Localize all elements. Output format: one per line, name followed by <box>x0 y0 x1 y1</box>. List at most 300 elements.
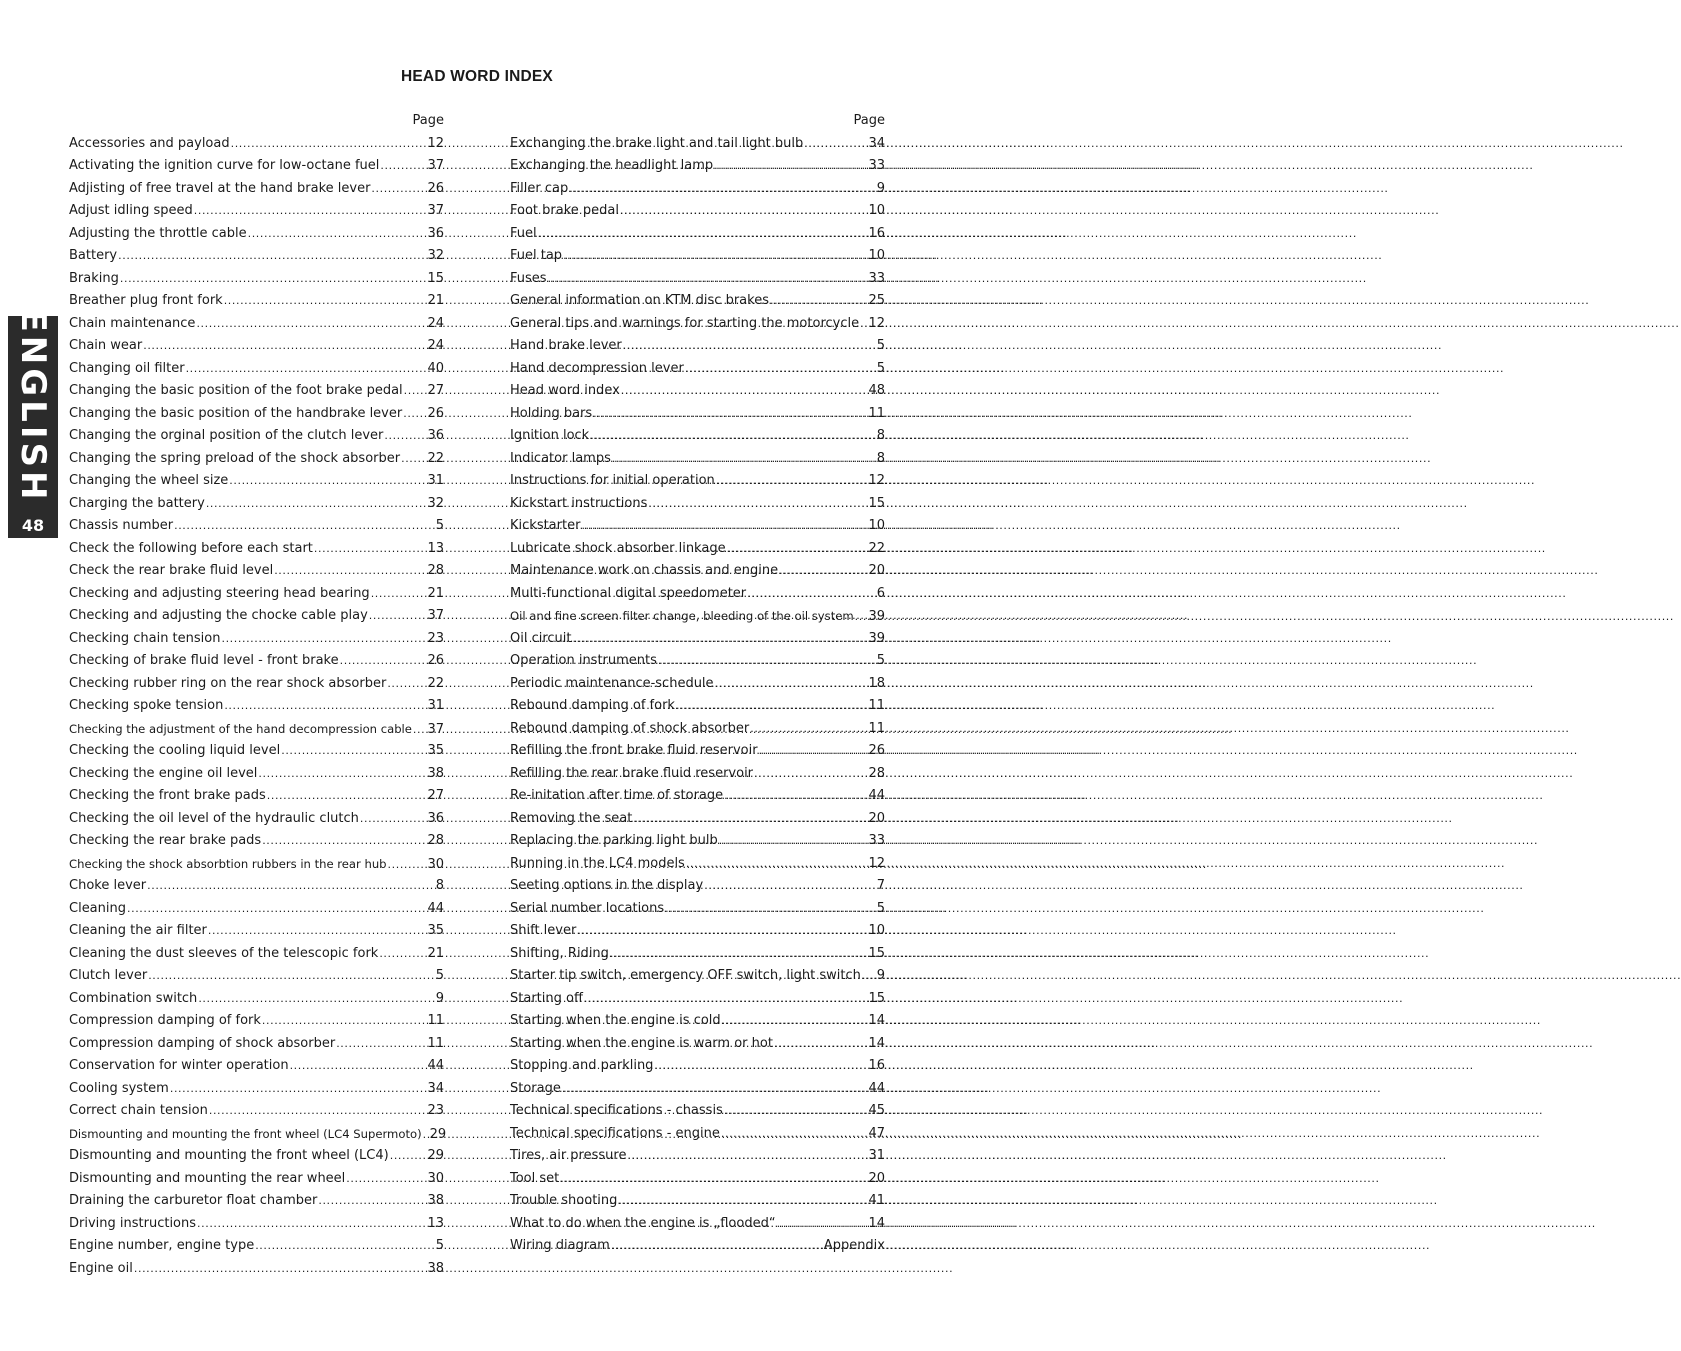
index-entry-label: Changing the spring preload of the shock absorber <box>69 450 401 466</box>
index-entry <box>69 223 444 246</box>
index-entry-label: Kickstart instructions <box>510 495 648 511</box>
index-entry-label: Changing the basic position of the handbrake lever <box>69 405 403 421</box>
index-entry-page: 40 <box>427 360 444 376</box>
language-side-tab <box>8 308 58 538</box>
index-list-right <box>510 133 885 1258</box>
dot-leader <box>360 808 427 831</box>
index-entry-label: Oil circuit <box>510 630 572 646</box>
index-entry-page: 26 <box>427 180 444 196</box>
index-entry <box>510 785 885 808</box>
index-entry-label: Adjusting the throttle cable <box>69 225 247 241</box>
dot-leader <box>120 268 427 291</box>
index-entry-page: 15 <box>427 270 444 286</box>
index-entry-label: Choke lever <box>69 878 147 893</box>
dot-leader <box>770 290 867 313</box>
index-entry <box>69 965 444 988</box>
index-entry-page: 36 <box>427 428 444 443</box>
dot-leader <box>423 1124 429 1147</box>
dot-leader <box>610 943 868 966</box>
index-column-right <box>510 110 885 1258</box>
index-entry-page: 34 <box>427 1080 444 1096</box>
index-entry-label: Exchanging the headlight lamp <box>510 158 714 173</box>
dot-leader <box>750 718 867 741</box>
index-entry-page: 12 <box>868 473 885 488</box>
index-entry-label: Multi-functional digital speedometer <box>510 585 747 601</box>
index-entry-page: 11 <box>868 720 885 736</box>
index-entry-label: Running in the LC4 models <box>510 855 685 871</box>
index-entry-page: 33 <box>868 833 885 848</box>
index-entry-page: 25 <box>868 293 885 308</box>
index-entry-page: 9 <box>435 990 444 1006</box>
index-entry <box>510 403 885 426</box>
index-entry <box>69 268 444 291</box>
index-entry-label: Checking the front brake pads <box>69 788 266 803</box>
dot-leader <box>759 740 868 763</box>
index-entry-page: 39 <box>868 630 885 646</box>
index-entry-label: Head word index <box>510 383 620 398</box>
index-entry-label: Checking the cooling liquid level <box>69 743 281 758</box>
dot-leader <box>724 1100 868 1123</box>
dot-leader <box>314 538 427 561</box>
index-entry <box>69 1055 444 1078</box>
index-entry-page: 13 <box>427 1215 444 1231</box>
index-entry <box>510 740 885 763</box>
language-label: ENGLISH <box>13 308 53 504</box>
index-entry-page: 23 <box>427 630 444 646</box>
index-entry-label: Chain wear <box>69 338 143 353</box>
index-entry-page: 10 <box>868 518 885 533</box>
index-entry-label: Replacing the parking light bulb <box>510 833 718 848</box>
index-entry-label: Accessories and payload <box>69 135 230 151</box>
dot-leader <box>855 606 868 629</box>
index-entry-page: 31 <box>427 473 444 488</box>
index-entry <box>69 1100 444 1123</box>
index-entry <box>69 898 444 921</box>
index-entry-page: 11 <box>427 1035 444 1051</box>
index-entry <box>510 1010 885 1033</box>
dot-leader <box>573 628 868 651</box>
index-entry <box>69 808 444 831</box>
index-entry-page: 14 <box>868 1215 885 1231</box>
dot-leader <box>654 1055 867 1078</box>
dot-leader <box>404 380 427 403</box>
index-entry-page: 5 <box>876 338 885 353</box>
dot-leader <box>194 200 427 223</box>
index-entry-page: 33 <box>868 158 885 173</box>
index-entry-label: General tips and warnings for starting the motorcycle <box>510 315 860 331</box>
index-entry-label: Exchanging the brake light and tail light bulb <box>510 135 804 151</box>
index-entry-label: Adjisting of free travel at the hand brake lever <box>69 180 371 196</box>
index-entry-label: Starter tip switch, emergency OFF switch, light switch <box>510 968 861 983</box>
index-entry <box>69 380 444 403</box>
index-entry-label: Wiring diagram <box>510 1238 610 1253</box>
index-entry <box>510 1213 885 1236</box>
index-entry-label: Seeting options in the display <box>510 878 704 893</box>
index-entry-page: 32 <box>427 495 444 511</box>
dot-leader <box>727 538 868 561</box>
index-entry-page: 35 <box>427 743 444 758</box>
index-entry <box>69 313 444 336</box>
index-entry-label: Engine number, engine type <box>69 1238 255 1253</box>
index-entry-label: Starting off <box>510 990 583 1006</box>
index-entry-label: Conservation for winter operation <box>69 1058 289 1073</box>
index-entry-label: Fuel <box>510 225 537 241</box>
dot-leader <box>340 650 427 673</box>
index-entry <box>510 920 885 943</box>
dot-leader <box>258 763 426 786</box>
index-entry-page: 7 <box>876 878 885 893</box>
page-title: HEAD WORD INDEX <box>401 68 553 85</box>
dot-leader <box>388 854 427 877</box>
index-entry <box>510 313 885 336</box>
index-entry-page: 28 <box>427 563 444 578</box>
dot-leader <box>143 335 426 358</box>
index-entry-label: Changing the wheel size <box>69 473 229 488</box>
index-entry-page: 23 <box>427 1103 444 1118</box>
dot-leader <box>267 785 427 808</box>
index-entry <box>69 403 444 426</box>
index-entry-page: 8 <box>435 878 444 893</box>
index-entry-label: Braking <box>69 270 119 286</box>
index-entry <box>510 1145 885 1168</box>
index-entry-page: 38 <box>427 1193 444 1208</box>
dot-leader <box>862 965 876 988</box>
dot-leader <box>621 380 868 403</box>
dot-leader <box>722 1010 868 1033</box>
index-entry-label: Activating the ignition curve for low-octane fuel <box>69 158 380 173</box>
index-entry-page: 44 <box>868 1080 885 1096</box>
dot-leader <box>774 1033 868 1056</box>
index-entry-label: Instructions for initial operation <box>510 473 715 488</box>
index-entry-label: What to do when the engine is „flooded“ <box>510 1215 776 1231</box>
index-entry-page: 10 <box>868 923 885 938</box>
index-entry-label: Check the rear brake fluid level <box>69 563 274 578</box>
index-entry-label: Starting when the engine is warm or hot <box>510 1035 773 1051</box>
index-entry-label: Driving instructions <box>69 1215 197 1231</box>
index-entry-label: Cleaning the air filter <box>69 923 207 938</box>
index-entry-label: Checking rubber ring on the rear shock absorber <box>69 675 387 691</box>
dot-leader <box>548 268 868 291</box>
index-entry-page: 11 <box>868 405 885 421</box>
index-entry-page: 10 <box>868 248 885 263</box>
index-entry <box>69 1010 444 1033</box>
index-entry-page: 38 <box>427 1260 444 1276</box>
index-entry-page: 20 <box>868 563 885 578</box>
dot-leader <box>290 1055 427 1078</box>
index-entry-label: Breather plug front fork <box>69 293 223 308</box>
index-entry-page: 37 <box>427 608 444 623</box>
dot-leader <box>134 1258 427 1281</box>
index-entry-page: 44 <box>427 1058 444 1073</box>
index-entry-page: 5 <box>876 900 885 916</box>
index-entry <box>510 763 885 786</box>
index-entry <box>69 763 444 786</box>
index-entry-page: 24 <box>427 315 444 331</box>
index-entry-page: 15 <box>868 495 885 511</box>
index-entry-label: Changing the orginal position of the clutch lever <box>69 428 384 443</box>
dot-leader <box>633 808 867 831</box>
dot-leader <box>714 155 867 178</box>
index-column-left <box>69 110 447 1280</box>
index-entry-page: 27 <box>427 788 444 803</box>
dot-leader <box>754 763 867 786</box>
index-entry-page: 37 <box>427 721 444 737</box>
index-entry <box>69 1190 444 1213</box>
dot-leader <box>231 133 427 156</box>
index-entry <box>510 178 885 201</box>
index-entry <box>510 830 885 853</box>
index-entry <box>510 673 885 696</box>
dot-leader <box>209 1100 427 1123</box>
index-entry <box>69 493 444 516</box>
dot-leader <box>371 178 426 201</box>
dot-leader <box>724 785 867 808</box>
index-entry <box>510 290 885 313</box>
index-entry <box>510 1190 885 1213</box>
index-entry-label: Chain maintenance <box>69 315 196 331</box>
index-entry <box>69 200 444 223</box>
dot-leader <box>380 155 426 178</box>
dot-leader <box>715 673 868 696</box>
index-entry-label: Shifting, Riding <box>510 945 609 961</box>
index-entry-page: 14 <box>868 1013 885 1028</box>
index-entry <box>69 335 444 358</box>
index-entry-label: Holding bars <box>510 405 593 421</box>
index-entry-label: Cleaning <box>69 900 126 916</box>
dot-leader <box>384 425 426 448</box>
index-entry-page: 41 <box>868 1193 885 1208</box>
index-entry <box>510 1033 885 1056</box>
index-entry-page: 35 <box>427 923 444 938</box>
index-entry-label: Hand brake lever <box>510 338 622 353</box>
index-entry-label: Checking the shock absorbtion rubbers in the rear hub <box>69 856 387 871</box>
index-entry <box>69 178 444 201</box>
index-entry-label: Checking and adjusting the chocke cable play <box>69 608 368 623</box>
index-entry <box>69 718 444 741</box>
index-entry <box>510 628 885 651</box>
index-entry <box>69 425 444 448</box>
index-entry-label: Trouble shooting <box>510 1193 618 1208</box>
index-entry-page: 21 <box>427 585 444 601</box>
dot-leader <box>618 1190 867 1213</box>
index-entry-page: 8 <box>876 428 885 443</box>
index-entry <box>510 223 885 246</box>
index-entry-page: 47 <box>868 1125 885 1141</box>
dot-leader <box>716 470 868 493</box>
index-entry <box>69 830 444 853</box>
index-entry <box>510 515 885 538</box>
dot-leader <box>804 133 867 156</box>
index-entry-label: Re-initation after time of storage <box>510 788 724 803</box>
index-entry <box>510 493 885 516</box>
index-entry-page: 33 <box>868 270 885 286</box>
index-entry-page: 29 <box>427 1148 444 1163</box>
index-entry-label: Periodic maintenance-schedule <box>510 675 714 691</box>
dot-leader <box>584 988 868 1011</box>
index-entry-label: Combination switch <box>69 990 198 1006</box>
index-entry-page: 26 <box>427 405 444 421</box>
index-entry-page: 38 <box>427 765 444 781</box>
index-entry <box>510 650 885 673</box>
index-entry-page: 37 <box>427 203 444 218</box>
index-entry-label: Chassis number <box>69 518 174 533</box>
dot-leader <box>611 1235 823 1258</box>
index-entry <box>69 1258 444 1281</box>
dot-leader <box>721 1123 868 1146</box>
index-entry <box>510 448 885 471</box>
index-entry <box>69 853 444 876</box>
index-entry <box>510 1078 885 1101</box>
index-entry-label: Maintenance work on chassis and engine <box>510 563 779 578</box>
index-entry-label: Compression damping of fork <box>69 1013 261 1028</box>
index-entry <box>510 268 885 291</box>
index-entry-page: 30 <box>427 856 444 872</box>
index-entry-label: Dismounting and mounting the rear wheel <box>69 1170 346 1186</box>
index-entry-page: 5 <box>876 653 885 668</box>
index-entry <box>69 133 444 156</box>
dot-leader <box>208 920 427 943</box>
dot-leader <box>658 650 876 673</box>
index-entry-page: 21 <box>427 293 444 308</box>
dot-leader <box>274 560 426 583</box>
index-entry <box>69 448 444 471</box>
index-entry-label: Ignition lock <box>510 428 590 443</box>
dot-leader <box>281 740 426 763</box>
dot-leader <box>148 965 435 988</box>
index-entry <box>510 200 885 223</box>
dot-leader <box>747 583 876 606</box>
index-entry <box>69 290 444 313</box>
index-entry-page: 21 <box>427 945 444 961</box>
index-entry-label: Storage <box>510 1080 561 1096</box>
index-entry-page: 31 <box>427 698 444 713</box>
index-entry <box>69 515 444 538</box>
index-entry <box>69 538 444 561</box>
index-entry <box>510 965 885 988</box>
index-entry-label: Filler cap <box>510 180 569 196</box>
index-entry-label: Fuses <box>510 270 547 286</box>
index-entry <box>510 1235 885 1258</box>
index-entry-page: 20 <box>868 810 885 826</box>
index-entry <box>69 785 444 808</box>
page-number: 48 <box>21 516 45 535</box>
index-entry-label: Indicator lamps <box>510 450 611 466</box>
index-entry-label: Changing the basic position of the foot brake pedal <box>69 383 403 398</box>
dot-leader <box>403 403 426 426</box>
dot-leader <box>648 493 867 516</box>
index-entry-label: Checking the oil level of the hydraulic clutch <box>69 810 359 826</box>
index-entry-page: 18 <box>868 675 885 691</box>
index-entry-page: 15 <box>868 990 885 1006</box>
index-entry-page: 10 <box>868 203 885 218</box>
dot-leader <box>196 313 426 336</box>
index-entry <box>510 380 885 403</box>
index-entry <box>69 740 444 763</box>
index-entry-label: Rebound damping of fork <box>510 698 675 713</box>
index-entry <box>69 628 444 651</box>
index-entry-label: Dismounting and mounting the front wheel (LC4 Supermoto) <box>69 1126 422 1141</box>
index-entry <box>69 1145 444 1168</box>
index-entry-label: Clutch lever <box>69 968 148 983</box>
index-entry <box>510 988 885 1011</box>
index-entry <box>510 1055 885 1078</box>
index-entry-label: Foot brake pedal <box>510 203 619 218</box>
index-entry-label: Checking and adjusting steering head bearing <box>69 585 370 601</box>
dot-leader <box>346 1168 426 1191</box>
index-entry-page: 5 <box>435 968 444 983</box>
dot-leader <box>262 1010 427 1033</box>
index-entry <box>69 943 444 966</box>
index-entry-label: Fuel tap <box>510 248 563 263</box>
index-entry-label: Correct chain tension <box>69 1103 208 1118</box>
dot-leader <box>560 1168 867 1191</box>
index-entry <box>510 583 885 606</box>
index-entry-page: 27 <box>427 383 444 398</box>
index-entry-label: General information on KTM disc brakes <box>510 293 769 308</box>
index-entry <box>510 853 885 876</box>
index-entry-page: 20 <box>868 1170 885 1186</box>
index-entry <box>510 718 885 741</box>
index-entry-page: 36 <box>427 810 444 826</box>
index-entry-label: Starting when the engine is cold <box>510 1013 721 1028</box>
dot-leader <box>562 1078 868 1101</box>
index-entry <box>69 1123 447 1146</box>
dot-leader <box>186 358 427 381</box>
index-entry-label: Checking the adjustment of the hand decompression cable <box>69 721 412 736</box>
index-entry-page: 22 <box>868 540 885 556</box>
dot-leader <box>685 358 876 381</box>
dot-leader <box>371 583 427 606</box>
dot-leader <box>538 223 868 246</box>
index-entry-page: 5 <box>876 360 885 376</box>
index-entry-page: 8 <box>876 450 885 466</box>
index-entry-page: 9 <box>876 968 885 983</box>
index-entry-page: 24 <box>427 338 444 353</box>
dot-leader <box>779 560 867 583</box>
index-entry-label: Tool set <box>510 1170 560 1186</box>
index-entry-label: Tires, air pressure <box>510 1148 627 1163</box>
index-entry-label: Shift lever <box>510 923 577 938</box>
dot-leader <box>174 515 435 538</box>
index-entry <box>510 943 885 966</box>
dot-leader <box>221 628 426 651</box>
index-entry-page: 44 <box>427 900 444 916</box>
index-entry-page: 30 <box>427 1170 444 1186</box>
index-entry-label: Technical specifications - engine <box>510 1125 720 1141</box>
dot-leader <box>704 875 876 898</box>
index-entry-label: Checking the rear brake pads <box>69 833 262 848</box>
index-entry <box>69 358 444 381</box>
index-entry <box>510 245 885 268</box>
index-entry <box>69 605 444 628</box>
index-entry-label: Compression damping of shock absorber <box>69 1035 336 1051</box>
index-entry-page: 11 <box>868 698 885 713</box>
index-entry-page: 48 <box>868 383 885 398</box>
page-column-header: Page <box>853 113 885 128</box>
index-entry-label: Kickstarter <box>510 518 581 533</box>
index-entry <box>510 335 885 358</box>
page-column-header: Page <box>412 113 444 128</box>
index-entry-label: Removing the seat <box>510 810 633 826</box>
dot-leader <box>401 448 426 471</box>
index-entry-label: Refilling the rear brake fluid reservoir <box>510 765 754 781</box>
index-entry-label: Changing oil filter <box>69 360 185 376</box>
dot-leader <box>620 200 867 223</box>
dot-leader <box>336 1033 426 1056</box>
index-entry <box>69 1078 444 1101</box>
index-entry <box>69 583 444 606</box>
index-entry-page: 12 <box>868 855 885 871</box>
